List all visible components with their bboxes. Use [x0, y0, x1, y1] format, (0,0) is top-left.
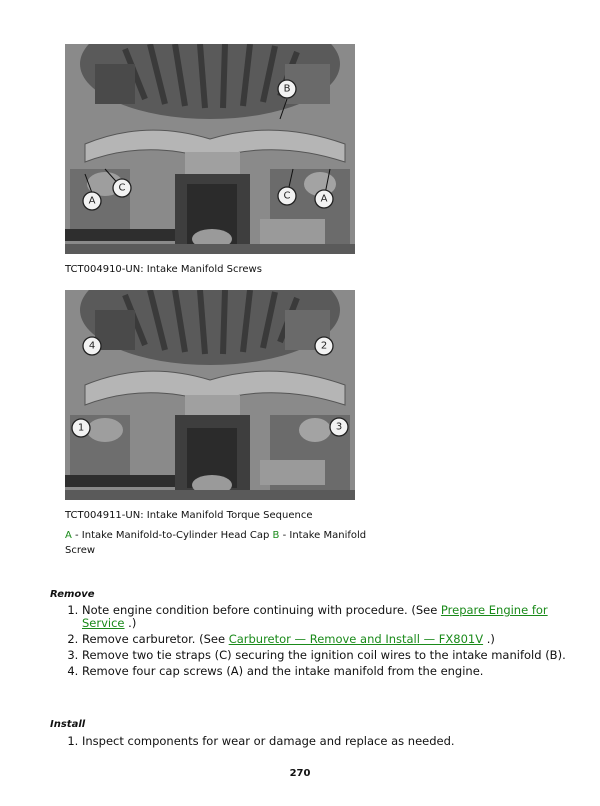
svg-text:2: 2	[320, 340, 328, 352]
legend-key-a: A	[65, 530, 72, 541]
svg-text:3: 3	[335, 421, 343, 433]
svg-text:A: A	[320, 193, 328, 205]
callout-c-left	[113, 179, 131, 197]
remove-steps-list	[52, 604, 582, 681]
callout-1	[72, 419, 90, 437]
carburetor-link[interactable]: Carburetor — Remove and Install — FX801V	[228, 632, 484, 646]
remove-step-1: 1. Note engine condition before continuing with procedure. (See Prepare Engine for Service .)	[82, 604, 582, 630]
svg-text:B: B	[283, 83, 291, 95]
install-step-1: 1. Inspect components for wear or damage and replace as needed.	[82, 735, 582, 748]
remove-heading: Remove	[50, 589, 95, 600]
svg-text:C: C	[118, 182, 126, 194]
intake-manifold-torque-sequence-photo	[65, 290, 355, 500]
callout-4	[83, 337, 101, 355]
remove-step-2: 2. Remove carburetor. (See Carburetor — Remove and Install — FX801V .)	[82, 633, 582, 646]
svg-text:A: A	[88, 195, 96, 207]
figure-caption-2: TCT004911-UN: Intake Manifold Torque Sequence	[65, 510, 313, 521]
install-steps-list	[52, 735, 582, 751]
callout-c-right	[278, 187, 296, 205]
prepare-engine-link[interactable]: Prepare Engine for Service	[82, 603, 548, 630]
remove-step-4: 4. Remove four cap screws (A) and the intake manifold from the engine.	[82, 665, 582, 678]
install-heading: Install	[50, 719, 86, 730]
figure-legend	[65, 528, 395, 558]
callout-3	[330, 418, 348, 436]
legend-key-b: B	[272, 530, 280, 541]
page-number: 270	[289, 768, 311, 779]
intake-manifold-screws-photo	[65, 44, 355, 254]
legend-text-b: - Intake Manifold Screw	[65, 530, 367, 556]
callout-a-left	[83, 192, 101, 210]
callout-a-right	[315, 190, 333, 208]
callout-2	[315, 337, 333, 355]
callout-b	[278, 80, 296, 98]
figure-caption-1: TCT004910-UN: Intake Manifold Screws	[65, 264, 262, 275]
remove-step-3: 3. Remove two tie straps (C) securing the ignition coil wires to the intake manifold (B).	[82, 649, 582, 662]
svg-text:4: 4	[88, 340, 96, 352]
legend-text-a: - Intake Manifold-to-Cylinder Head Cap	[71, 530, 273, 541]
svg-text:1: 1	[77, 422, 85, 434]
svg-text:C: C	[283, 190, 291, 202]
